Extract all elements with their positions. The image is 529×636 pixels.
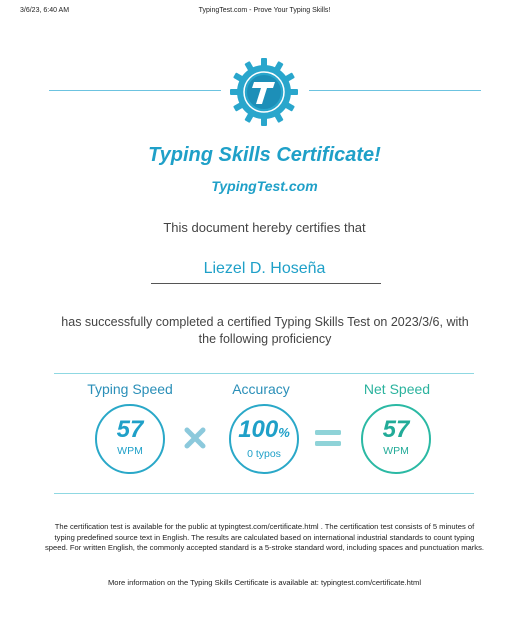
logo-divider-right (309, 90, 481, 91)
accuracy-typos: 0 typos (247, 448, 281, 460)
logo-row (0, 56, 529, 128)
accuracy-value: 100 (238, 416, 279, 443)
net-speed-value: 57 (382, 416, 410, 443)
equals-icon (314, 428, 342, 448)
typing-speed-unit: WPM (117, 445, 143, 457)
certificate-title: Typing Skills Certificate! (148, 144, 381, 166)
stats-divider-top (54, 373, 474, 374)
typingtest-logo-icon (227, 56, 301, 128)
times-icon (183, 426, 207, 450)
net-speed-circle (361, 404, 431, 474)
accuracy-label: Accuracy (232, 381, 290, 397)
net-speed-unit: WPM (383, 445, 409, 457)
print-date: 3/6/23, 6:40 AM (20, 7, 70, 14)
typing-speed-label: Typing Speed (87, 381, 173, 397)
name-underline (151, 283, 381, 284)
typing-speed-circle (95, 404, 165, 474)
typing-speed-value: 57 (116, 416, 144, 443)
print-title: TypingTest.com - Prove Your Typing Skills! (198, 7, 331, 14)
certificate-site: TypingTest.com (211, 178, 318, 194)
accuracy-percent-sign: % (278, 425, 290, 440)
more-info-text: More information on the Typing Skills Certificate is available at: typingtest.com/certificate.html (107, 578, 422, 587)
fine-print: The certification test is available for the public at typingtest.com/certificate.html . The certification test consists of 5 minutes of typing predefined source text in English. The results are calculated based on international industrial standards to count typing speed. For written English, the commonly accepted standard is a 5-stroke standard word, including spaces and punctuation marks. (45, 522, 484, 553)
completion-text: has successfully completed a certified Typing Skills Test on 2023/3/6, with the following proficiency (61, 315, 469, 346)
certifies-text: This document hereby certifies that (163, 220, 366, 235)
accuracy-value-row (231, 417, 297, 446)
logo-divider-left (49, 90, 221, 91)
recipient-name: Liezel D. Hoseña (203, 260, 326, 277)
net-speed-label: Net Speed (363, 381, 431, 397)
stats-divider-bottom (54, 493, 474, 494)
print-header (0, 7, 529, 19)
accuracy-circle (229, 404, 299, 474)
